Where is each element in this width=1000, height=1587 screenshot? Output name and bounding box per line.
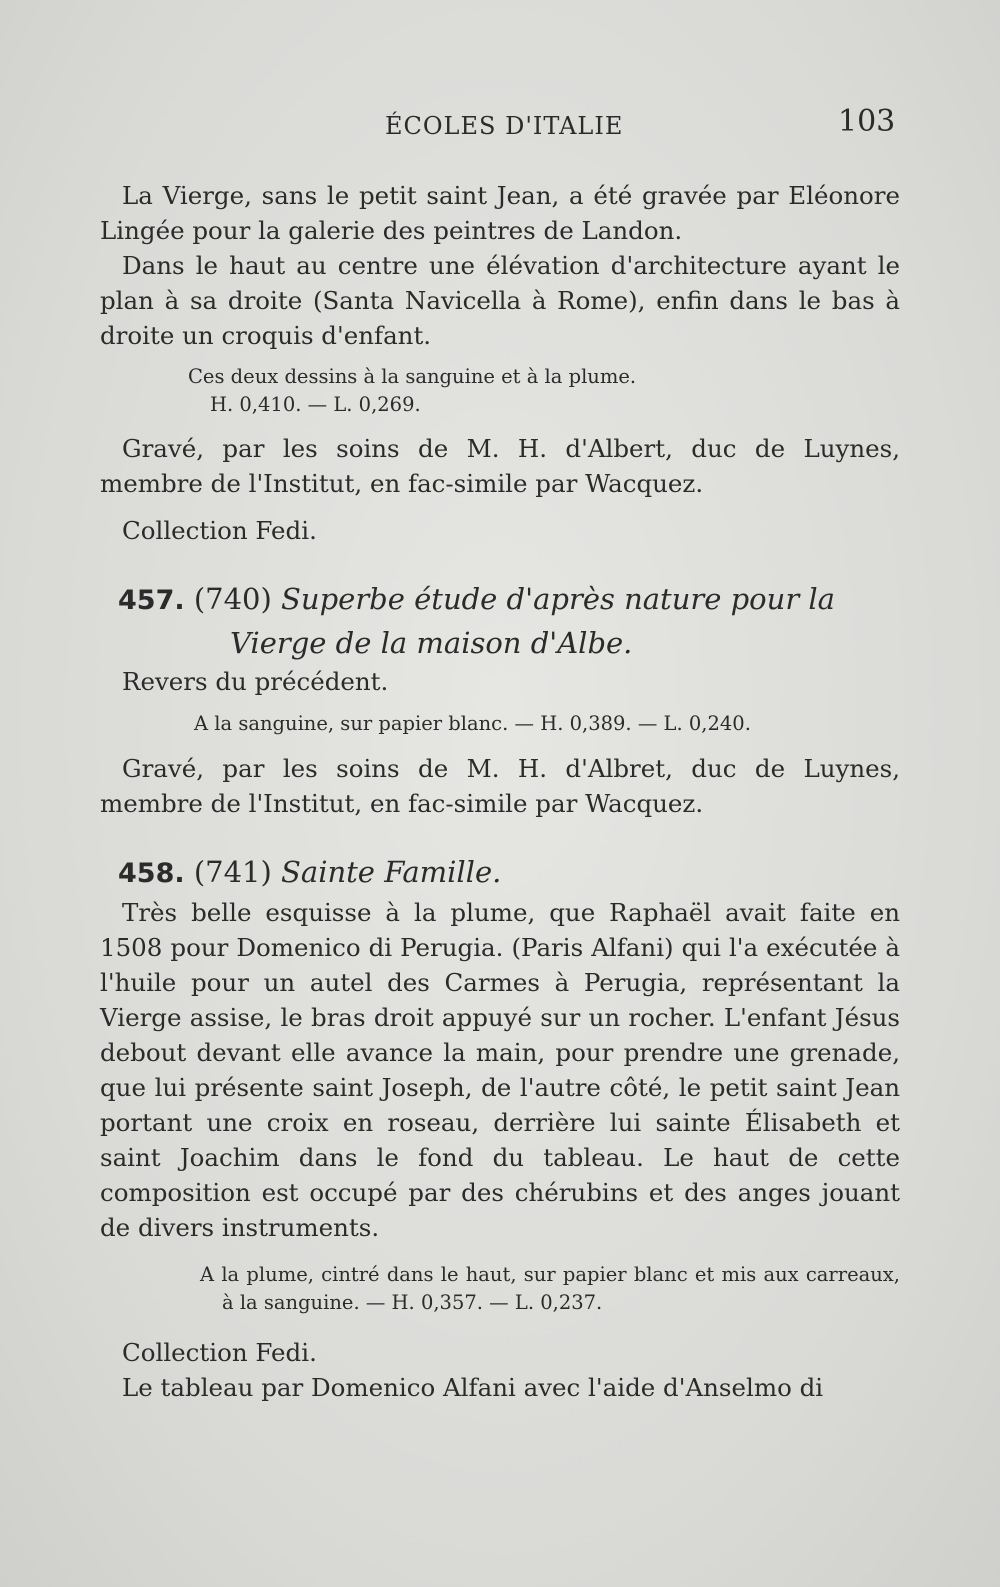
entry-number: 458. [118, 858, 185, 889]
paragraph-collection: Collection Fedi. [122, 1338, 317, 1367]
entry-title: Sainte Famille. [281, 855, 502, 889]
entry-reference: (741) [193, 855, 272, 889]
entry-458-heading [100, 851, 900, 895]
entry-number: 457. [118, 585, 185, 616]
paragraph-elevation: Dans le haut au centre une élévation d'architecture ayant le plan à sa droite (Santa Navicella à Rome), enfin dans le bas à droite un croquis d'enfant. [100, 251, 900, 350]
page-header [0, 104, 1000, 144]
technique-note-line: Ces deux dessins à la sanguine et à la plume. [188, 365, 637, 388]
paragraph-revers: Revers du précédent. [122, 667, 389, 696]
entry-title: Superbe étude d'après nature pour la Vierge de la maison d'Albe. [230, 582, 835, 660]
entry-457-heading [100, 578, 900, 664]
technique-note: A la sanguine, sur papier blanc. — H. 0,389. — L. 0,240. [194, 712, 751, 735]
dimensions-note: H. 0,410. — L. 0,269. [210, 393, 421, 416]
paragraph-description: Très belle esquisse à la plume, que Raphaël avait faite en 1508 pour Domenico di Perugia. (Paris Alfani) qui l'a exécutée à l'huile pour un autel des Carmes à Perugia, représentant la Vierge assise, le bras droit appuyé sur un rocher. L'enfant Jésus debout devant elle avance la main, pour prendre une grenade, que lui présente saint Joseph, de l'autre côté, le petit saint Jean portant une croix en roseau, derrière lui sainte Élisabeth et saint Joachim dans le fond du tableau. Le haut de cette composition est occupé par des chérubins et des anges jouant de divers instruments. [100, 898, 900, 1242]
paragraph-grave-luynes: Gravé, par les soins de M. H. d'Albret, duc de Luynes, membre de l'Institut, en fac-simile par Wacquez. [100, 754, 900, 818]
entry-reference: (740) [193, 582, 272, 616]
page-number: 103 [838, 104, 896, 139]
paragraph-grave-luynes: Gravé, par les soins de M. H. d'Albert, duc de Luynes, membre de l'Institut, en fac-simile par Wacquez. [100, 434, 900, 498]
paragraph-vierge-gravee: La Vierge, sans le petit saint Jean, a été gravée par Eléonore Lingée pour la galerie des peintres de Landon. [100, 181, 900, 245]
paragraph-tableau: Le tableau par Domenico Alfani avec l'aide d'Anselmo di [122, 1373, 824, 1402]
page-content [100, 178, 900, 1405]
running-title: ÉCOLES D'ITALIE [385, 112, 624, 140]
paragraph-collection: Collection Fedi. [122, 516, 317, 545]
technique-note [188, 363, 900, 419]
technique-note: A la plume, cintré dans le haut, sur papier blanc et mis aux carreaux, à la sanguine. — H. 0,357. — L. 0,237. [200, 1263, 900, 1314]
